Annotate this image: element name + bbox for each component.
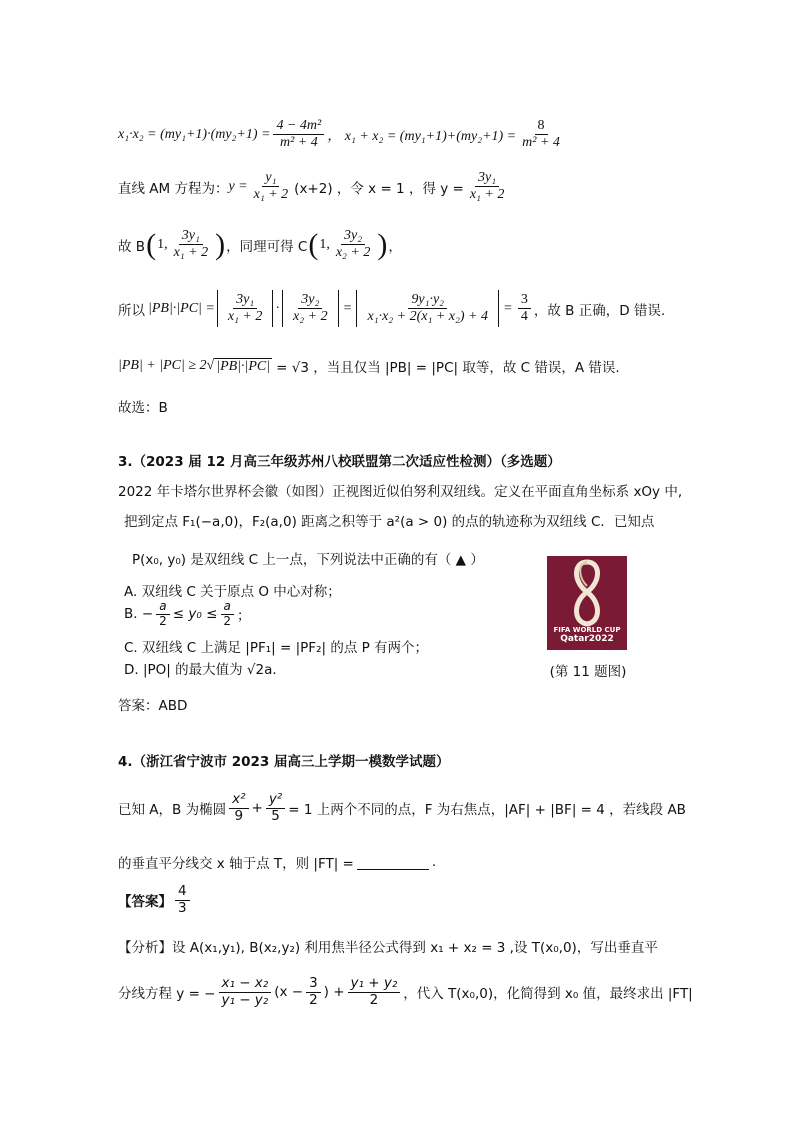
eq-line-5: |PB| + |PC| ≥ 2 √ |PB|·|PC| = √3 ，当且仅当 |PB| = |PC| 取等，故 C 错误，A 错误.: [118, 358, 620, 376]
fraction: $\frac{3}{2}$: [306, 976, 321, 1008]
logo-text: Qatar2022: [560, 634, 614, 645]
text: 答案：ABD: [118, 698, 188, 714]
text: ) +: [323, 984, 345, 1001]
q3-option-a: [124, 580, 341, 600]
text: D. |PO| 的最大值为 √2a．: [124, 662, 286, 678]
q4-paragraph-2: [118, 852, 436, 872]
text: |PB| + |PC| ≥ 2: [118, 358, 207, 373]
text: A. 双纽线 C 关于原点 O 中心对称；: [124, 584, 341, 600]
text: y =: [228, 178, 248, 194]
text: (x+2) ，令 x = 1 ，得 y =: [294, 180, 464, 197]
text: +: [251, 800, 263, 817]
text: 【答案】: [118, 894, 172, 911]
eq-line-3: 故 B ( 1, $\frac{\text{3y₁}}{\text{x₁ + 2}}$ ) ，同理可得 C ( 1, $\frac{\text{3y₂}}{\text{x₂ + 2}}$ ) ，: [118, 227, 402, 261]
text: 分线方程 y = −: [118, 986, 216, 1003]
logo-text: FIFA WORLD CUP: [553, 626, 621, 634]
fraction: $\frac{\text{3y₁}}{\text{x₁ + 2}}$: [173, 228, 209, 261]
abs-value: $\frac{\text{3y₂}}{\text{x₂ + 2}}$: [282, 290, 339, 327]
figure-caption: (第 11 题图): [549, 664, 627, 680]
fraction: $\frac{a}{2}$: [220, 600, 234, 629]
text: 4.（浙江省宁波市 2023 届高三上学期一模数学试题）: [118, 754, 450, 770]
answer-line: [118, 396, 168, 416]
q3-paragraph-1: [118, 480, 682, 500]
q4-title: [118, 750, 450, 770]
fraction: $\frac{\text{y²}}{5}$: [266, 792, 285, 824]
q3-title: [118, 450, 561, 470]
world-cup-logo-image: [547, 556, 627, 650]
fraction: $\frac{a}{2}$: [156, 600, 170, 629]
text: C. 双纽线 C 上满足 |PF₁| = |PF₂| 的点 P 有两个；: [124, 640, 429, 656]
q3-paragraph-2: [124, 510, 654, 530]
text: 的垂直平分线交 x 轴于点 T，则 |FT| =: [118, 856, 354, 872]
answer-blank: [357, 855, 429, 870]
text: 1,: [319, 236, 330, 252]
text: ≤ y₀ ≤: [172, 606, 218, 623]
q3-answer: [118, 694, 187, 714]
text: 已知 A，B 为椭圆: [118, 802, 227, 819]
q4-paragraph-1: [118, 792, 686, 824]
eq-line-4: 所以 |PB|·|PC| = $\frac{\text{3y₁}}{\text{x₁ + 2}}$ · $\frac{\text{3y₂}}{\text{x₂ + 2}}$ = $\frac{\text{9y₁·y₂}}{\text{x₁·x₂ + 2(x₁ + x₂) + 4}}$ = $\frac{3}{4}$ ，故 B 正确，D 错误.: [118, 290, 665, 327]
text: 1,: [157, 236, 168, 252]
text: .: [431, 854, 437, 870]
fraction: $\frac{\text{x²}}{9}$: [229, 792, 248, 824]
text: B. −: [124, 606, 154, 623]
fraction: $\frac{3}{4}$: [518, 292, 531, 325]
text: = √3 ，当且仅当 |PB| = |PC| 取等，故 C 错误，A 错误.: [276, 360, 620, 376]
text: ，同理可得 C: [226, 238, 308, 255]
eq-line-1: [118, 118, 566, 151]
text: 3.（2023 届 12 月高三年级苏州八校联盟第二次适应性检测）（多选题）: [118, 454, 561, 470]
text: = 1 上两个不同的点，F 为右焦点，|AF| + |BF| = 4 ，若线段 AB: [288, 802, 686, 819]
text: P(x₀, y₀) 是双纽线 C 上一点，下列说法中正确的有（ ▲ ）: [132, 552, 484, 568]
fraction: $\frac{\text{y₁}}{\text{x₁ + 2}}$: [253, 170, 289, 203]
text: |PB|·|PC| =: [148, 300, 215, 316]
q3-option-b: [124, 600, 251, 629]
abs-value: $\frac{\text{3y₁}}{\text{x₁ + 2}}$: [217, 290, 274, 327]
fraction: $\frac{\text{3y₂}}{\text{x₂ + 2}}$: [335, 228, 371, 261]
eq-line-2: [118, 170, 510, 203]
text: ， x₁ + x₂ = (my₁+1)+(my₂+1) =: [327, 128, 517, 144]
q3-option-d: [124, 658, 286, 678]
q3-option-c: [124, 636, 428, 656]
text: 2022 年卡塔尔世界杯会徽（如图）正视图近似伯努利双纽线。定义在平面直角坐标系 xOy 中,: [118, 484, 683, 500]
fraction: $\frac{\text{4 − 4m²}}{\text{m² + 4}}$: [273, 118, 324, 151]
text: 故 B: [118, 238, 146, 255]
text: 所以: [118, 302, 145, 319]
text: 把到定点 F₁(−a,0)，F₂(a,0) 距离之积等于 a²(a > 0) 的点的轨迹称为双纽线 C．已知点: [124, 514, 655, 530]
q4-answer: [118, 884, 193, 916]
sqrt-content: |PB|·|PC|: [216, 358, 271, 374]
abs-value: $\frac{\text{9y₁·y₂}}{\text{x₁·x₂ + 2(x₁ + x₂) + 4}}$: [356, 290, 499, 327]
fraction: $\frac{4}{3}$: [175, 884, 190, 916]
text: ；: [237, 608, 251, 625]
fraction: $\frac{8}{\text{m² + 4}}$: [522, 118, 560, 151]
fraction: $\frac{\text{x₁ − x₂}}{\text{y₁ − y₂}}$: [219, 976, 272, 1008]
q4-analysis-2: [118, 976, 693, 1008]
text: x₁·x₂ = (my₁+1)·(my₂+1) =: [118, 126, 271, 142]
text: (x −: [274, 984, 304, 1001]
q4-analysis-1: [118, 936, 658, 956]
text: ，代入 T(x₀,0)，化简得到 x₀ 值，最终求出 |FT|: [403, 986, 693, 1003]
fraction: $\frac{\text{y₁ + y₂}}{2}$: [348, 976, 401, 1008]
fraction: $\frac{\text{3y₁}}{\text{x₁ + 2}}$: [469, 170, 505, 203]
text: 故选：B: [118, 400, 168, 416]
text: 直线 AM 方程为：: [118, 180, 229, 197]
text: ，: [388, 238, 402, 255]
text: 【分析】设 A(x₁,y₁), B(x₂,y₂) 利用焦半径公式得到 x₁ + x₂ = 3 ,设 T(x₀,0)，写出垂直平: [118, 940, 658, 956]
q3-paragraph-3: [132, 548, 484, 568]
text: ，故 B 正确，D 错误.: [533, 302, 666, 319]
